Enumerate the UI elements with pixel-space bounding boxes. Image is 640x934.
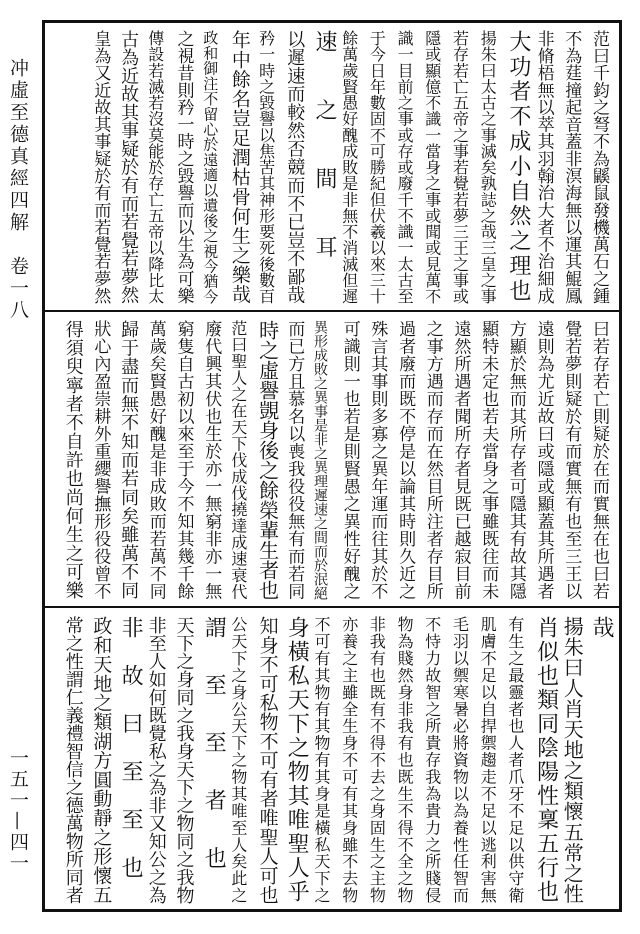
text-column: 不恃力故智之所貴存我為貴力之所賤侵 xyxy=(422,616,442,904)
text-column: 亦養之主雖全生身不可有其身雖不去物 xyxy=(339,616,359,904)
text-column: 毛羽以禦寒暑必將資物以為養性任智而 xyxy=(450,616,470,904)
text-column: 不為莛撞起音蓋非溟海無以運其鯤鳳 xyxy=(561,30,582,305)
text-column: 大功者不成小自然之理也 xyxy=(505,30,531,305)
text-column: 古為近故其事疑於有而若覺若夢然 xyxy=(118,30,140,305)
text-column: 歸于盡而無不知而若同矣雖萬不同 xyxy=(118,320,140,601)
text-column: 若存若亡五帝之事若覺若夢三王之事或 xyxy=(450,30,470,305)
text-column: 不可有其物有其物有其身是橫私天下之 xyxy=(312,616,331,904)
text-column: 顯特未定也若夫當身之事雖既往而未 xyxy=(478,320,499,600)
text-column: 政和天地之類湖方圓動靜之形懷五 xyxy=(90,616,113,904)
text-column: 殊言其事則多寡之異年運而往其於不 xyxy=(367,320,388,600)
text-column: 餘萬歲賢愚好醜成敗是非無不消滅但遲 xyxy=(339,30,359,305)
text-column: 天下之身同之我身天下之物同之我物 xyxy=(173,616,195,904)
margin-page-number: 一五一—四一 xyxy=(7,748,29,874)
text-column: 方顯於無而其所存者可隱其有故其隱 xyxy=(505,320,526,600)
text-column: 識一目前之事或存或廢千不識一太古至 xyxy=(395,30,415,305)
text-column: 身橫私天下之物其唯聖人乎 xyxy=(284,616,310,904)
text-panel-middle xyxy=(0,318,640,602)
text-column: 政和御注不留心於遠適以遺後之視今猶今 xyxy=(201,30,220,304)
text-column: 物為賤然身非我有也既生不得不全之物 xyxy=(395,616,415,904)
text-column: 非我有也既有不得不去之身固生之主物 xyxy=(367,616,387,904)
text-column: 有生之最靈者也人者爪牙不足以供守衛 xyxy=(505,616,525,904)
text-column: 可識則一也若是則賢愚之異性好醜之 xyxy=(339,320,360,600)
text-column: 傳設若滅若沒莫能於存亡五帝以降比太 xyxy=(145,30,165,305)
text-column: 遠則為尤近故曰或隱或顯蓋其所遇者 xyxy=(533,320,554,600)
text-column: 皇為又近故其事疑於有而若覺若夢然 xyxy=(90,30,111,305)
panel-divider-upper xyxy=(42,310,622,312)
margin-book-title: 冲虛至德真經四解 卷一八 xyxy=(7,58,29,322)
text-column: 時之虛譽覬身後之餘榮輩生者也 xyxy=(255,320,280,600)
text-column: 揚朱曰太古之事滅矣孰誌之哉三皇之事 xyxy=(478,30,498,305)
text-column: 萬歲矣賢愚好醜是非成敗而若萬不同 xyxy=(145,320,166,600)
text-column: 以遲速而較然否競而不已豈不鄙哉 xyxy=(284,30,306,305)
text-column: 肌膚不足以自捍禦趨走不足以逃利害無 xyxy=(478,616,498,904)
text-column: 公天下之身公天下之物其唯至人矣此之 xyxy=(228,616,248,904)
text-column: 范曰千鈞之弩不為鼷鼠發機萬石之鍾 xyxy=(589,30,609,305)
text-column: 于今日年數固不可勝紀但伏羲以來三十 xyxy=(367,30,387,305)
text-panel-lower xyxy=(0,614,640,906)
text-column: 哉 xyxy=(589,616,614,904)
text-column: 狀心內盈崇耕外重纓譽撫形役役曾不 xyxy=(90,320,111,600)
text-column: 窮隻自古初以來至于今不知其幾千餘 xyxy=(173,320,194,600)
text-column: 矜一時之毀譽以焦苦其神形要死後數百 xyxy=(256,30,276,305)
text-column: 非故曰至至也 xyxy=(118,616,144,904)
text-column: 非至人如何既覺私之為非又知公之為 xyxy=(145,616,167,904)
text-column: 肖似也類同陰陽性稟五行也 xyxy=(533,616,559,904)
text-column: 非脩梧無以萃其羽翰治大者不治細成 xyxy=(533,30,554,305)
text-column: 謂至至者也 xyxy=(201,616,227,904)
text-column: 速之間耳 xyxy=(312,30,337,304)
text-column: 常之性謂仁義禮智信之德萬物所同者 xyxy=(62,616,84,904)
text-column: 之事方遇而存而在然目所注者存目所 xyxy=(422,320,443,600)
text-column: 覺若夢則疑於有而實無有也至三王以 xyxy=(561,320,582,600)
text-column: 隱或顯億不識一當身之事或聞或見萬不 xyxy=(422,30,442,305)
panel-divider-lower xyxy=(42,606,622,608)
text-column: 過者廢而既不停是以論其時則久近之 xyxy=(395,320,416,600)
text-column: 異形成敗之異事是非之異理遲速之間而於泯絕 xyxy=(312,320,328,600)
text-column: 知身不可私物不可有者唯聖人可也 xyxy=(256,616,279,904)
text-column: 遠然所遇者聞所存者見既已越寂目前 xyxy=(450,320,471,600)
text-column: 范曰聖人之在天下伐成伐撓達成速衰代 xyxy=(228,320,248,600)
text-column: 曰若存若亡則疑於在而實無在也曰若 xyxy=(589,320,609,600)
text-column: 年中餘名豈足潤枯骨何生之樂哉 xyxy=(228,30,251,304)
text-column: 而已方且慕名以喪我役役無有而若同 xyxy=(284,320,305,600)
text-column: 得須臾寧者不自許也尚何生之可樂 xyxy=(62,320,84,601)
text-column: 廢代興其伏也生於亦一無窮非亦一無 xyxy=(201,320,222,600)
text-column: 揚朱曰人肖天地之類懷五常之性 xyxy=(560,616,585,904)
text-panel-upper xyxy=(0,28,640,306)
text-column: 之視昔則矜一時之毀譽而以生為可樂 xyxy=(173,30,194,305)
